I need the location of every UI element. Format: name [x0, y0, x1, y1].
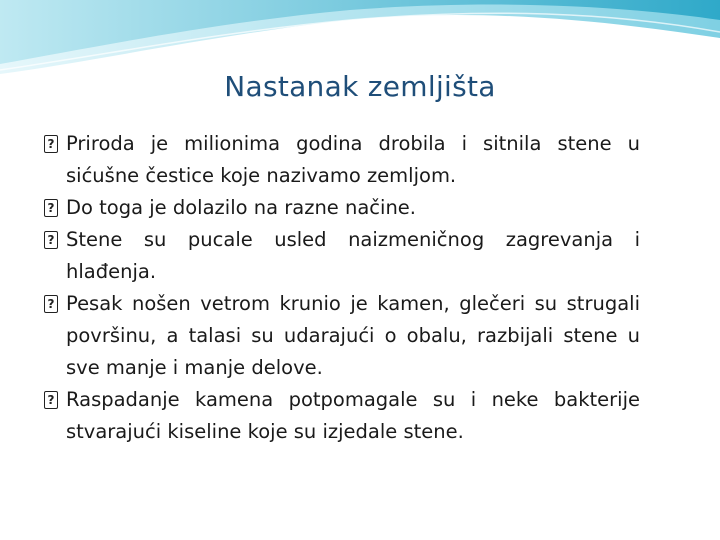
missing-glyph-box-icon: [44, 295, 58, 313]
missing-glyph-box-icon: [44, 135, 58, 153]
slide-title: Nastanak zemljišta: [224, 70, 496, 103]
bullet-text: Do toga je dolazilo na razne načine.: [66, 196, 417, 219]
missing-glyph-box-icon: [44, 391, 58, 409]
bullet-item: [44, 224, 640, 288]
bullet-item: [44, 288, 640, 384]
bullet-text: Raspadanje kamena potpomagale su i neke bakterije stvarajući kiseline koje su izjedale stene.: [66, 388, 640, 443]
missing-glyph-box-icon: [44, 231, 58, 249]
bullet-text: Priroda je milionima godina drobila i sitnila stene u sićušne čestice koje nazivamo zemljom.: [66, 132, 640, 187]
bullet-item: [44, 192, 640, 224]
bullet-item: [44, 128, 640, 192]
bullet-list: [44, 128, 640, 448]
bullet-text: Pesak nošen vetrom krunio je kamen, glečeri su strugali površinu, a talasi su udarajući o obalu, razbijali stene u sve manje i manje delove.: [66, 292, 640, 379]
missing-glyph-box-icon: [44, 199, 58, 217]
bullet-text: Stene su pucale usled naizmeničnog zagrevanja i hlađenja.: [66, 228, 640, 283]
bullet-item: [44, 384, 640, 448]
